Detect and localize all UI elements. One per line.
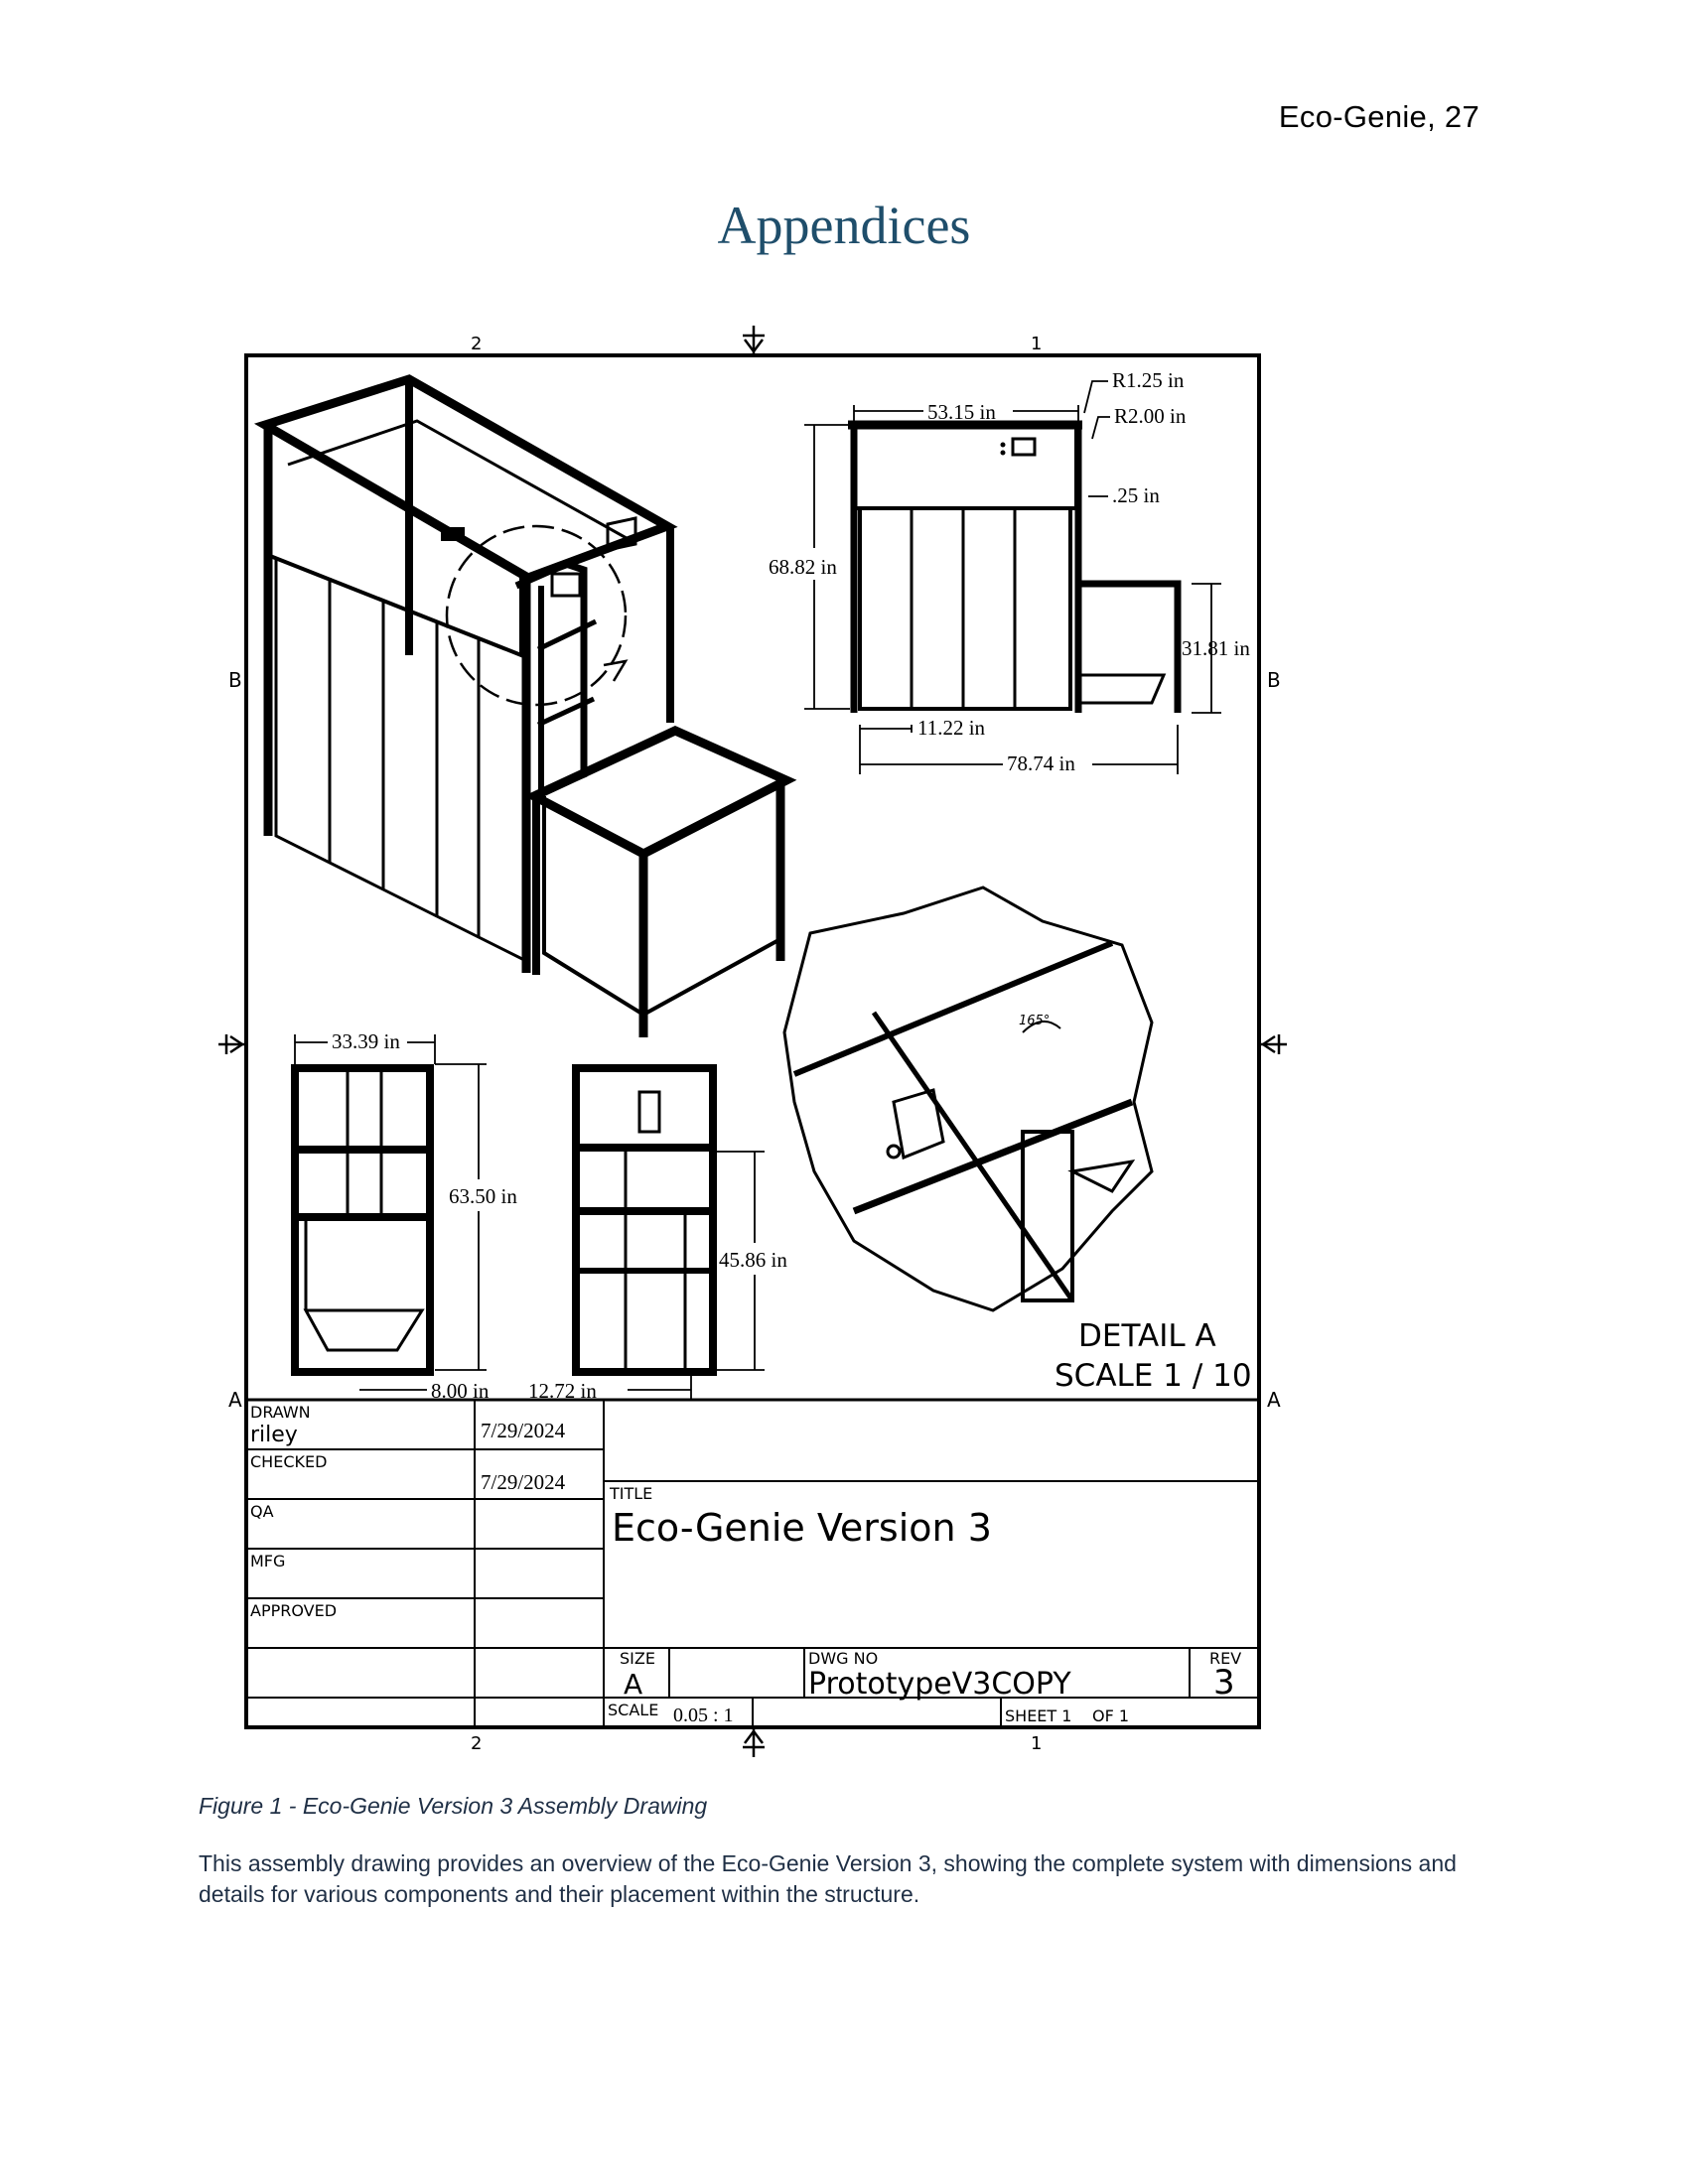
zone-label-right-B: B xyxy=(1267,668,1281,692)
zone-label-left-B: B xyxy=(228,668,242,692)
scale-value: 0.05 : 1 xyxy=(673,1705,734,1726)
dim-gap: .25 in xyxy=(1112,483,1160,507)
rev-value: 3 xyxy=(1213,1663,1235,1703)
scale-label: SCALE xyxy=(608,1701,659,1719)
dim-bin-height: 31.81 in xyxy=(1182,636,1250,660)
title-label: TITLE xyxy=(610,1484,653,1503)
detail-scale: SCALE 1 / 10 xyxy=(1055,1358,1252,1394)
rev-label: REV xyxy=(1209,1649,1242,1668)
front-view xyxy=(848,425,1178,713)
zone-label-top-1: 1 xyxy=(1031,334,1043,354)
dim-front-width: 12.72 in xyxy=(528,1379,597,1403)
running-header: Eco-Genie, 27 xyxy=(1278,99,1479,134)
title-block xyxy=(246,1400,1259,1727)
center-mark-bottom xyxy=(743,1727,765,1757)
mfg-label: MFG xyxy=(250,1552,286,1570)
drawn-label: DRAWN xyxy=(250,1403,311,1422)
dim-side-width: 33.39 in xyxy=(332,1029,400,1053)
side-view xyxy=(295,1068,430,1372)
drawn-date: 7/29/2024 xyxy=(481,1419,566,1442)
drawing-title: Eco-Genie Version 3 xyxy=(612,1506,992,1550)
dim-front-height: 45.86 in xyxy=(719,1248,787,1272)
zone-label-right-A: A xyxy=(1267,1388,1281,1412)
dim-side-height: 63.50 in xyxy=(449,1184,517,1208)
qa-label: QA xyxy=(250,1502,274,1521)
assembly-drawing xyxy=(218,318,1311,1777)
title-block-text xyxy=(250,1403,1241,1726)
dim-base-offset: 8.00 in xyxy=(431,1379,490,1403)
zone-label-bottom-2: 2 xyxy=(471,1733,483,1754)
center-mark-left xyxy=(218,1034,246,1054)
dim-radius-outer: R1.25 in xyxy=(1112,368,1185,392)
approved-label: APPROVED xyxy=(250,1601,338,1620)
dim-detail-angle: 165° xyxy=(1019,1014,1051,1028)
dim-radius-inner: R2.00 in xyxy=(1114,404,1187,428)
dim-width-top: 53.15 in xyxy=(927,400,996,424)
size-label: SIZE xyxy=(620,1649,655,1668)
figure-description: This assembly drawing provides an overview of the Eco-Genie Version 3, showing the complete system with dimensions and details for various components and their placement within the structure. xyxy=(199,1850,1457,1907)
sheet-label: SHEET 1 xyxy=(1005,1706,1072,1725)
checked-date: 7/29/2024 xyxy=(481,1470,566,1494)
zone-label-bottom-1: 1 xyxy=(1031,1733,1043,1754)
isometric-view xyxy=(265,379,786,1037)
dim-overall-width: 78.74 in xyxy=(1007,751,1075,775)
dwg-no-label: DWG NO xyxy=(808,1649,879,1668)
dim-panel-width: 11.22 in xyxy=(917,716,986,740)
size-value: A xyxy=(624,1668,643,1701)
side-view-dimensions xyxy=(295,1034,487,1390)
front-elevation-dimensions xyxy=(628,1152,765,1400)
front-elevation xyxy=(576,1068,713,1372)
dwg-no-value: PrototypeV3COPY xyxy=(808,1667,1071,1702)
sheet-of: OF 1 xyxy=(1092,1706,1130,1725)
drawn-by: riley xyxy=(250,1423,298,1447)
section-heading: Appendices xyxy=(717,196,971,255)
detail-label: DETAIL A xyxy=(1078,1318,1216,1354)
dim-height-total: 68.82 in xyxy=(769,555,837,579)
figure-caption: Figure 1 - Eco-Genie Version 3 Assembly Drawing xyxy=(199,1793,708,1819)
zone-label-top-2: 2 xyxy=(471,334,483,354)
detail-a-view xyxy=(784,887,1152,1310)
center-mark-top xyxy=(743,326,765,355)
checked-label: CHECKED xyxy=(250,1452,328,1471)
center-mark-right xyxy=(1259,1034,1287,1054)
assembly-drawing-svg xyxy=(218,318,1311,1777)
zone-label-left-A: A xyxy=(228,1388,242,1412)
